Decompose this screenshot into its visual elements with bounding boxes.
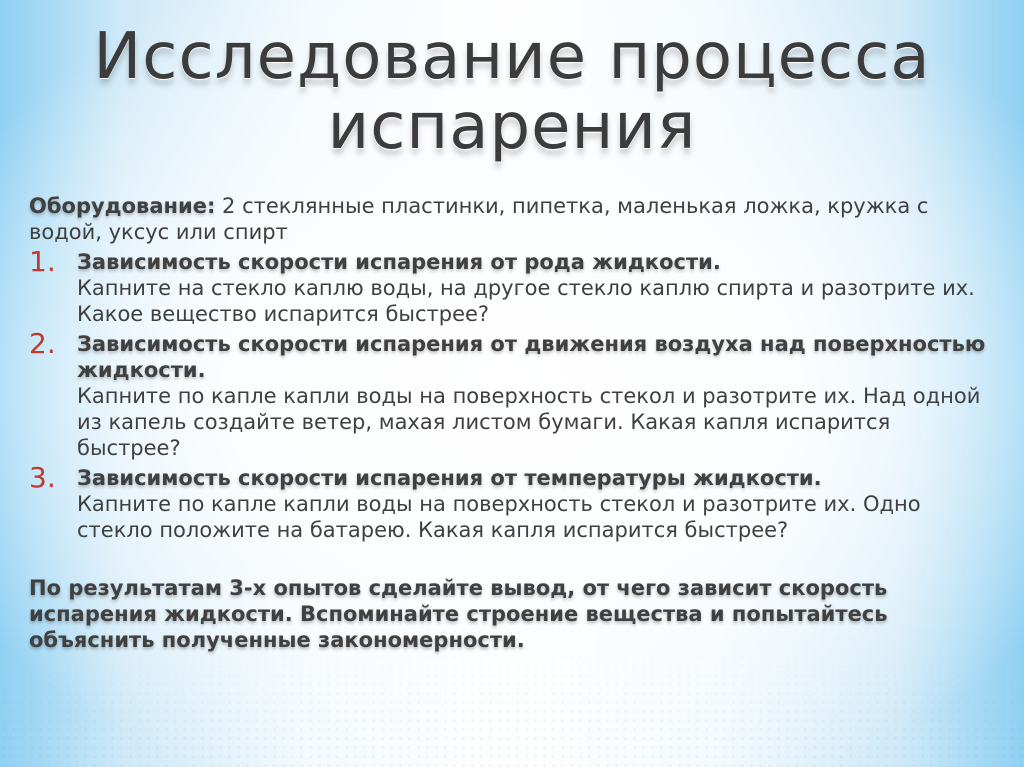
equipment-text: 2 стеклянные пластинки, пипетка, маленькая ложка, кружка с водой, уксус или спирт — [29, 194, 929, 244]
experiment-list — [29, 245, 989, 543]
equipment-paragraph — [29, 193, 989, 245]
experiment-title: Зависимость скорости испарения от температуры жидкости. — [77, 466, 822, 490]
slide-title-line-1: Исследование процесса — [93, 20, 931, 94]
slide-title-line-2: испарения — [327, 90, 697, 164]
experiment-number: 2. — [29, 327, 56, 360]
experiment-instructions: Капните по капле капли воды на поверхность стекол и разотрите их. Одно стекло положите на батарею. Какая капля испарится быстрее? — [77, 492, 921, 542]
experiment-item-3 — [29, 461, 989, 543]
experiment-number: 3. — [29, 461, 56, 494]
experiment-item-1 — [29, 245, 989, 327]
experiment-instructions: Капните на стекло каплю воды, на другое стекло каплю спирта и разотрите их. Какое вещество испарится быстрее? — [77, 276, 975, 326]
experiment-number: 1. — [29, 245, 56, 278]
slide-title — [0, 22, 1024, 162]
experiment-title: Зависимость скорости испарения от движения воздуха над поверхностью жидкости. — [77, 332, 986, 382]
conclusion-paragraph: По результатам 3-х опытов сделайте вывод, от чего зависит скорость испарения жидкости. Вспоминайте строение вещества и попытайтесь объяснить полученные закономерности. — [29, 576, 888, 652]
slide-content — [29, 193, 989, 653]
experiment-item-2 — [29, 327, 989, 461]
equipment-label: Оборудование: — [29, 194, 216, 218]
experiment-instructions: Капните по капле капли воды на поверхность стекол и разотрите их. Над одной из капель создайте ветер, махая листом бумаги. Какая капля испарится быстрее? — [77, 384, 981, 460]
experiment-title: Зависимость скорости испарения от рода жидкости. — [77, 250, 721, 274]
